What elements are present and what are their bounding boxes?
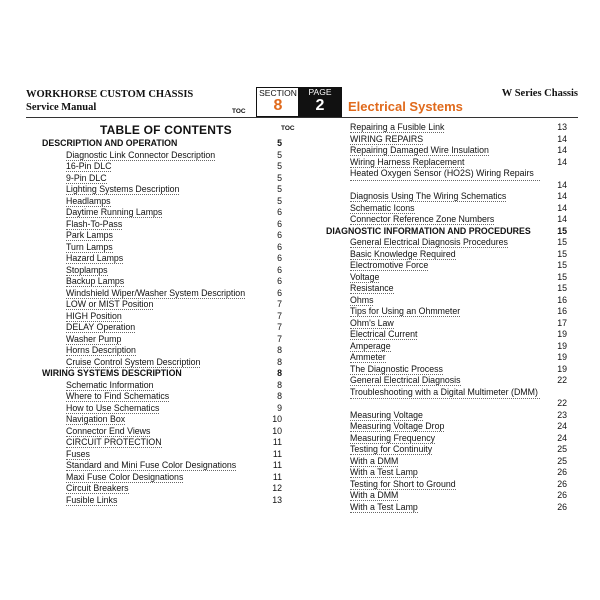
toc-page-number: 12	[272, 483, 282, 493]
toc-entry[interactable]	[326, 168, 567, 191]
toc-entry[interactable]	[42, 161, 282, 173]
toc-entry-title: Heated Oxygen Sensor (HO2S) Wiring Repairs	[350, 168, 540, 181]
toc-entry[interactable]	[326, 283, 567, 295]
toc-entry-title: Diagnosis Using The Wiring Schematics	[350, 191, 507, 201]
toc-entry[interactable]	[326, 387, 567, 410]
page-number: 2	[315, 97, 325, 114]
section-label: SECTION	[259, 88, 297, 98]
toc-page-number: 15	[557, 260, 567, 270]
toc-entry[interactable]	[326, 318, 567, 330]
toc-entry-title: Amperage	[350, 340, 391, 351]
toc-page-number: 6	[277, 253, 282, 263]
toc-entry-title: Diagnostic Link Connector Description	[66, 149, 216, 160]
toc-page-number: 7	[277, 299, 282, 309]
toc-page-number: 8	[277, 345, 282, 355]
toc-page-number: 14	[557, 179, 567, 190]
toc-entry[interactable]	[326, 341, 567, 353]
toc-entry[interactable]	[326, 433, 567, 445]
toc-entry[interactable]	[42, 311, 282, 323]
toc-entry[interactable]	[326, 249, 567, 261]
toc-page-number: 10	[272, 414, 282, 424]
toc-title: TABLE OF CONTENTS	[100, 123, 232, 137]
toc-entry-title: Repairing a Fusible Link	[350, 122, 445, 132]
toc-entry-title: Stoplamps	[66, 264, 108, 275]
toc-page-number: 16	[557, 294, 567, 305]
toc-entry[interactable]	[42, 230, 282, 242]
toc-page-number: 15	[557, 283, 567, 293]
toc-page-number: 6	[277, 276, 282, 286]
toc-entry-title: Resistance	[350, 283, 394, 293]
section-box	[256, 87, 300, 117]
toc-entry-title: Basic Knowledge Required	[350, 248, 456, 259]
toc-entry-title: Ohm's Law	[350, 317, 394, 328]
toc-entry-title: Testing for Short to Ground	[350, 478, 456, 489]
toc-entry[interactable]	[42, 495, 282, 507]
toc-page-number: 26	[557, 490, 567, 500]
toc-right-column	[326, 122, 567, 513]
toc-entry-title: Testing for Continuity	[350, 444, 433, 454]
toc-entry[interactable]	[326, 467, 567, 479]
toc-page-number: 5	[277, 184, 282, 194]
toc-entry-title: With a DMM	[350, 455, 399, 466]
toc-entry-title: Connector End Views	[66, 425, 151, 436]
toc-entry-title: How to Use Schematics	[66, 402, 160, 413]
toc-entry[interactable]	[42, 322, 282, 334]
toc-page-number: 11	[272, 471, 282, 482]
toc-entry-title: Measuring Voltage Drop	[350, 421, 445, 431]
toc-entry[interactable]	[326, 364, 567, 376]
manual-type: Service Manual	[26, 102, 97, 113]
toc-entry[interactable]	[326, 295, 567, 307]
toc-entry-title: DELAY Operation	[66, 322, 136, 332]
toc-entry-title: Repairing Damaged Wire Insulation	[350, 145, 489, 155]
toc-entry[interactable]	[326, 479, 567, 491]
toc-tag-right[interactable]: TOC	[281, 125, 295, 132]
header-divider	[26, 117, 578, 118]
toc-page-number: 14	[557, 156, 567, 167]
toc-entry-title: Ammeter	[350, 352, 386, 362]
page-label: PAGE	[308, 87, 332, 97]
toc-entry-title: Ohms	[350, 294, 374, 305]
toc-page-number: 11	[272, 437, 282, 447]
toc-entry[interactable]	[326, 122, 567, 134]
toc-page-number: 5	[277, 149, 282, 160]
toc-page-number: 14	[557, 133, 567, 144]
toc-entry-title: Voltage	[350, 271, 380, 282]
toc-page-number: 14	[557, 191, 567, 201]
toc-page-number: 22	[557, 375, 567, 385]
toc-section-heading[interactable]	[42, 138, 282, 150]
toc-entry-title: Measuring Frequency	[350, 432, 436, 443]
toc-page-number: 8	[277, 391, 282, 401]
toc-page-number: 6	[277, 264, 282, 275]
manual-header	[26, 88, 193, 114]
toc-entry[interactable]	[326, 329, 567, 341]
toc-entry[interactable]	[42, 357, 282, 369]
toc-entry[interactable]	[326, 157, 567, 169]
toc-entry[interactable]	[326, 444, 567, 456]
toc-page-number: 19	[557, 329, 567, 339]
toc-entry-title: With a Test Lamp	[350, 501, 418, 512]
toc-left-column	[42, 138, 282, 506]
toc-entry[interactable]	[42, 403, 282, 415]
toc-entry-title: DESCRIPTION AND OPERATION	[42, 138, 178, 148]
toc-entry-title: Electromotive Force	[350, 260, 429, 270]
toc-page-number: 24	[557, 421, 567, 431]
toc-page-number: 19	[557, 340, 567, 351]
toc-entry[interactable]	[42, 449, 282, 461]
toc-page-number: 13	[272, 494, 282, 505]
toc-entry[interactable]	[326, 490, 567, 502]
toc-entry[interactable]	[326, 456, 567, 468]
toc-entry-title: Electrical Current	[350, 329, 418, 339]
toc-entry[interactable]	[42, 414, 282, 426]
toc-entry-title: Schematic Icons	[350, 202, 415, 213]
toc-entry-title: HIGH Position	[66, 310, 122, 321]
manual-brand: WORKHORSE CUSTOM CHASSIS	[26, 89, 194, 100]
section-title: Electrical Systems	[348, 99, 463, 114]
toc-entry[interactable]	[326, 260, 567, 272]
toc-entry-title: Cruise Control System Description	[66, 356, 201, 367]
toc-entry-title: Fusible Links	[66, 494, 118, 505]
toc-page-number: 7	[277, 310, 282, 321]
toc-entry-title: Turn Lamps	[66, 241, 113, 252]
toc-entry-title: Schematic Information	[66, 379, 154, 390]
toc-page-number: 22	[557, 398, 567, 408]
toc-page-number: 19	[557, 363, 567, 374]
toc-entry-title: Connector Reference Zone Numbers	[350, 214, 495, 224]
toc-entry-title: Windshield Wiper/Washer System Description	[66, 287, 246, 298]
toc-entry[interactable]	[42, 334, 282, 346]
toc-entry-title: Headlamps	[66, 195, 111, 206]
toc-entry-title: Flash-To-Pass	[66, 218, 123, 229]
toc-entry-title: Tips for Using an Ohmmeter	[350, 306, 461, 316]
toc-page-number: 25	[557, 444, 567, 454]
toc-page-number: 6	[277, 230, 282, 240]
toc-entry[interactable]	[42, 196, 282, 208]
toc-page-number: 8	[277, 368, 282, 378]
toc-entry[interactable]	[326, 203, 567, 215]
toc-page-number: 14	[557, 202, 567, 213]
toc-page-number: 9	[277, 402, 282, 413]
toc-entry-title: Daytime Running Lamps	[66, 207, 163, 217]
toc-entry-title: Lighting Systems Description	[66, 184, 180, 194]
toc-page-number: 8	[277, 379, 282, 390]
toc-entry-title: With a DMM	[350, 490, 399, 500]
toc-page-number: 10	[272, 425, 282, 436]
toc-entry[interactable]	[42, 150, 282, 162]
toc-entry-title: Hazard Lamps	[66, 253, 124, 263]
toc-page-number: 5	[277, 161, 282, 171]
toc-entry[interactable]	[326, 502, 567, 514]
toc-page-number: 24	[557, 432, 567, 443]
toc-entry[interactable]	[42, 391, 282, 403]
toc-page-number: 6	[277, 287, 282, 298]
chassis-series: W Series Chassis	[501, 88, 578, 99]
toc-page-number: 13	[557, 122, 567, 132]
toc-entry-title: Navigation Box	[66, 414, 126, 424]
toc-page-number: 15	[557, 271, 567, 282]
toc-page-number: 17	[557, 317, 567, 328]
toc-page-number: 6	[277, 218, 282, 229]
toc-entry[interactable]	[42, 460, 282, 472]
toc-entry-title: LOW or MIST Position	[66, 299, 154, 309]
toc-page-number: 25	[557, 455, 567, 466]
toc-entry-title: Backup Lamps	[66, 276, 125, 286]
toc-entry[interactable]	[42, 219, 282, 231]
toc-page-number: 8	[277, 356, 282, 367]
toc-entry[interactable]	[326, 375, 567, 387]
toc-page-number: 23	[557, 409, 567, 420]
toc-section-heading[interactable]	[326, 226, 567, 238]
toc-page-number: 6	[277, 207, 282, 217]
toc-entry[interactable]	[326, 191, 567, 203]
toc-entry[interactable]	[42, 276, 282, 288]
toc-entry[interactable]	[326, 145, 567, 157]
toc-page-number: 5	[277, 138, 282, 148]
toc-page-number: 26	[557, 478, 567, 489]
toc-entry-title: Measuring Voltage	[350, 409, 423, 420]
toc-entry-title: With a Test Lamp	[350, 467, 418, 477]
toc-entry[interactable]	[42, 380, 282, 392]
toc-page-number: 5	[277, 195, 282, 206]
page-box	[298, 87, 342, 117]
toc-entry-title: Fuses	[66, 448, 90, 459]
toc-entry-title: General Electrical Diagnosis	[350, 375, 461, 385]
toc-entry[interactable]	[42, 345, 282, 357]
toc-tag-left[interactable]: TOC	[232, 108, 246, 115]
toc-entry-title: 9-Pin DLC	[66, 172, 107, 183]
toc-entry[interactable]	[42, 184, 282, 196]
toc-entry[interactable]	[42, 472, 282, 484]
toc-entry-title: Maxi Fuse Color Designations	[66, 471, 184, 482]
toc-entry[interactable]	[326, 214, 567, 226]
toc-entry-title: General Electrical Diagnosis Procedures	[350, 237, 508, 247]
toc-page-number: 6	[277, 241, 282, 252]
toc-entry-title: WIRING REPAIRS	[350, 133, 424, 144]
toc-page-number: 7	[277, 333, 282, 344]
toc-entry-title: WIRING SYSTEMS DESCRIPTION	[42, 368, 182, 378]
toc-entry[interactable]	[326, 237, 567, 249]
toc-page-number: 11	[272, 448, 282, 459]
toc-entry-title: CIRCUIT PROTECTION	[66, 437, 162, 447]
toc-page-number: 26	[557, 467, 567, 477]
toc-entry[interactable]	[326, 306, 567, 318]
toc-entry[interactable]	[326, 421, 567, 433]
toc-page-number: 14	[557, 145, 567, 155]
toc-entry[interactable]	[42, 207, 282, 219]
toc-entry[interactable]	[326, 272, 567, 284]
toc-entry-title: Circuit Breakers	[66, 483, 129, 493]
toc-entry-title: 16-Pin DLC	[66, 161, 112, 171]
toc-entry[interactable]	[42, 265, 282, 277]
toc-page-number: 11	[272, 460, 282, 470]
toc-entry-title: Where to Find Schematics	[66, 391, 170, 401]
toc-entry-title: Wiring Harness Replacement	[350, 156, 465, 167]
toc-entry[interactable]	[326, 134, 567, 146]
toc-page-number: 5	[277, 172, 282, 183]
toc-entry[interactable]	[42, 288, 282, 300]
toc-entry-title: DIAGNOSTIC INFORMATION AND PROCEDURES	[326, 225, 531, 236]
toc-entry[interactable]	[42, 426, 282, 438]
toc-entry[interactable]	[42, 253, 282, 265]
toc-page-number: 15	[557, 248, 567, 259]
toc-entry[interactable]	[42, 437, 282, 449]
toc-page-number: 15	[557, 225, 567, 236]
toc-page-number: 19	[557, 352, 567, 362]
toc-entry[interactable]	[42, 242, 282, 254]
toc-page-number: 16	[557, 306, 567, 316]
toc-entry[interactable]	[42, 173, 282, 185]
toc-entry-title: Standard and Mini Fuse Color Designations	[66, 460, 237, 470]
toc-entry-title: The Diagnostic Process	[350, 363, 443, 374]
toc-page-number: 14	[557, 214, 567, 224]
toc-entry[interactable]	[42, 299, 282, 311]
toc-page-number: 7	[277, 322, 282, 332]
toc-page-number: 26	[557, 501, 567, 512]
toc-entry-title: Washer Pump	[66, 333, 122, 344]
toc-entry-title: Horns Description	[66, 345, 136, 355]
toc-section-heading[interactable]	[42, 368, 282, 380]
section-number: 8	[273, 97, 283, 114]
toc-entry[interactable]	[326, 410, 567, 422]
toc-entry[interactable]	[326, 352, 567, 364]
toc-entry[interactable]	[42, 483, 282, 495]
toc-entry-title: Park Lamps	[66, 230, 113, 240]
toc-page-number: 15	[557, 237, 567, 247]
toc-entry-title: Troubleshooting with a Digital Multimeter (DMM)	[350, 387, 540, 400]
